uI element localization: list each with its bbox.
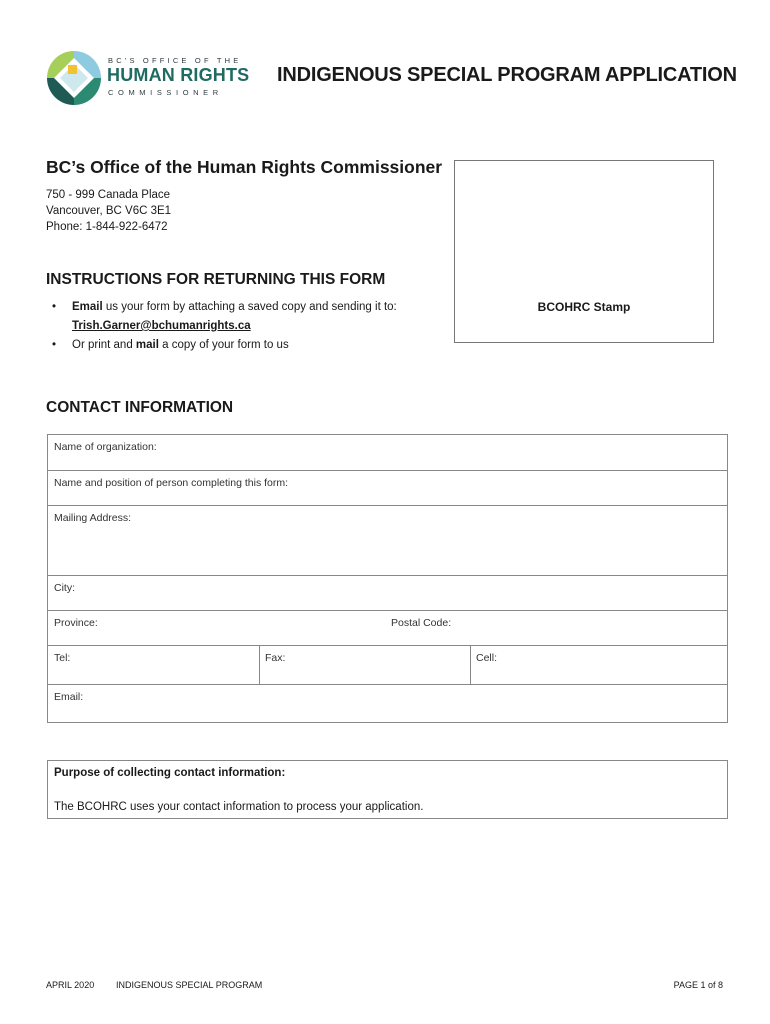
mailing-address-row[interactable] [48,505,727,575]
logo-text-line2: HUMAN RIGHTS [107,65,250,85]
organization-row[interactable] [48,435,727,470]
mail-instruction-post: a copy of your form to us [158,339,289,351]
footer-page-number: PAGE 1 of 8 [673,980,723,990]
organization-name: BC’s Office of the Human Rights Commissioner [46,157,443,177]
address-line-1: 750 - 999 Canada Place [46,189,171,201]
footer-program: INDIGENOUS SPECIAL PROGRAM [116,980,263,990]
province-row[interactable] [48,610,727,645]
province-label: Province: [54,617,98,629]
cell-divider [470,646,471,684]
mail-instruction-pre: Or print and [72,339,136,351]
organization-label: Name of organization: [54,441,157,453]
purpose-title: Purpose of collecting contact information: [54,767,286,779]
logo-text-line3: COMMISSIONER [108,88,223,97]
mailing-address-label: Mailing Address: [54,512,132,524]
email-instruction-text: us your form by attaching a saved copy and sending it to: [102,301,397,313]
city-row[interactable] [48,575,727,610]
fax-label: Fax: [265,652,286,664]
contact-heading: CONTACT INFORMATION [46,399,234,416]
phone-row [48,645,727,684]
stamp-label: BCOHRC Stamp [537,300,631,314]
tel-label: Tel: [54,652,71,664]
postal-code-label: Postal Code: [391,617,452,629]
address-line-2: Vancouver, BC V6C 3E1 [46,205,172,217]
mail-bold-word: mail [135,339,159,351]
email-label: Email: [54,691,84,703]
person-label: Name and position of person completing this form: [54,477,289,489]
logo [46,50,250,106]
email-bold-word: Email [72,301,103,313]
purpose-text: The BCOHRC uses your contact information to process your application. [54,801,424,813]
logo-text-line1: BC'S OFFICE OF THE [108,56,242,65]
phone-number: Phone: 1-844-922-6472 [46,221,168,233]
logo-mark-icon [46,50,102,106]
cell-label: Cell: [476,652,498,664]
contact-table [47,434,728,723]
stamp-box [454,160,714,343]
cell-divider [259,646,260,684]
instructions-heading: INSTRUCTIONS FOR RETURNING THIS FORM [46,271,386,288]
person-row[interactable] [48,470,727,505]
document-title: INDIGENOUS SPECIAL PROGRAM APPLICATION [277,64,737,86]
city-label: City: [54,582,75,594]
email-link[interactable]: Trish.Garner@bchumanrights.ca [72,320,251,332]
purpose-box [47,760,728,819]
footer-date: APRIL 2020 [46,980,95,990]
email-row[interactable] [48,684,727,722]
